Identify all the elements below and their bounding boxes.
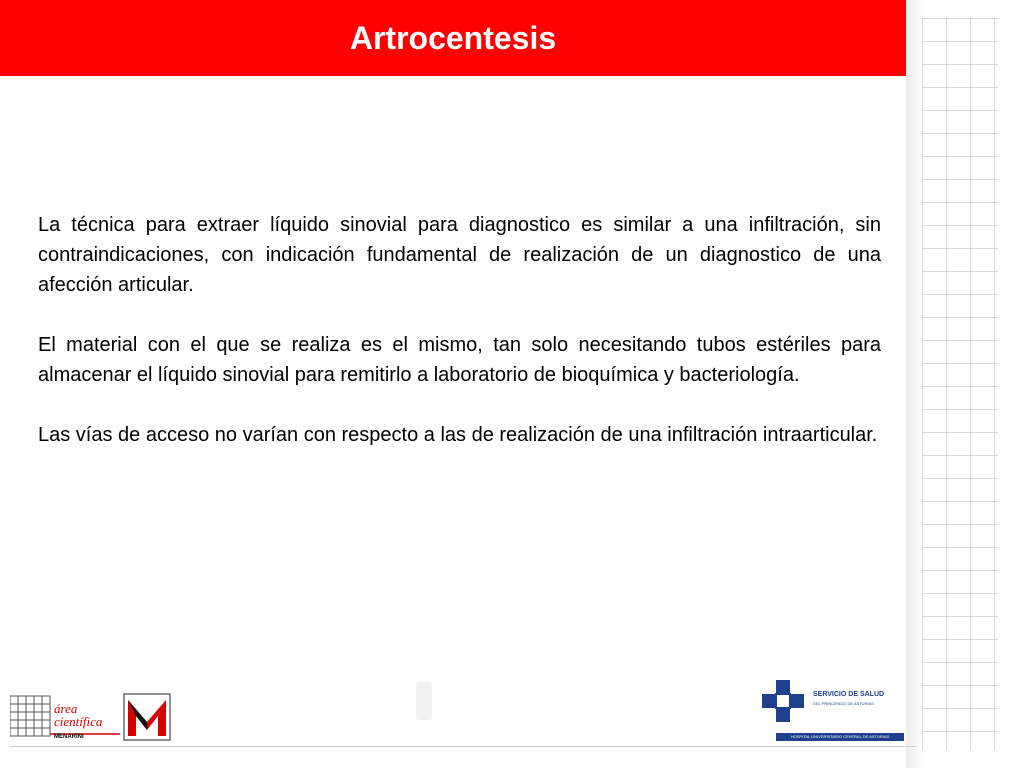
grid-shadow bbox=[906, 0, 922, 768]
footer-divider bbox=[10, 746, 916, 747]
paragraph-3: Las vías de acceso no varían con respecto a las de realización de una infiltración intraarticular. bbox=[38, 424, 878, 446]
title-bar bbox=[0, 0, 906, 76]
hospital-bar: HOSPITAL UNIVERSITARIO CENTRAL DE ASTURIAS bbox=[776, 733, 904, 741]
watermark bbox=[416, 682, 432, 720]
svc-name: SERVICIO DE SALUD bbox=[813, 691, 885, 698]
paragraph-2: El material con el que se realiza es el mismo, tan solo necesitando tubos estériles para almacenar el líquido sinovial para remitirlo a laboratorio de bioquímica y bacteriología. bbox=[38, 334, 881, 386]
servicio-salud-text bbox=[813, 690, 884, 708]
svc-sub: DEL PRINCIPADO DE ASTURIAS bbox=[813, 701, 874, 706]
logo-line1: área bbox=[54, 701, 78, 716]
paragraph-1: La técnica para extraer líquido sinovial para diagnostico es similar a una infiltración, sin contraindicaciones, con indicación fundamental de realización de un diagnostico de una afección articular. bbox=[38, 214, 881, 296]
logo-sub: MENARINI bbox=[54, 734, 84, 740]
slide-title: Artrocentesis bbox=[349, 19, 557, 56]
slide-body bbox=[38, 210, 881, 480]
decorative-grid bbox=[922, 18, 998, 750]
logo-line2: científica bbox=[54, 714, 103, 729]
area-cientifica-text bbox=[54, 702, 102, 744]
